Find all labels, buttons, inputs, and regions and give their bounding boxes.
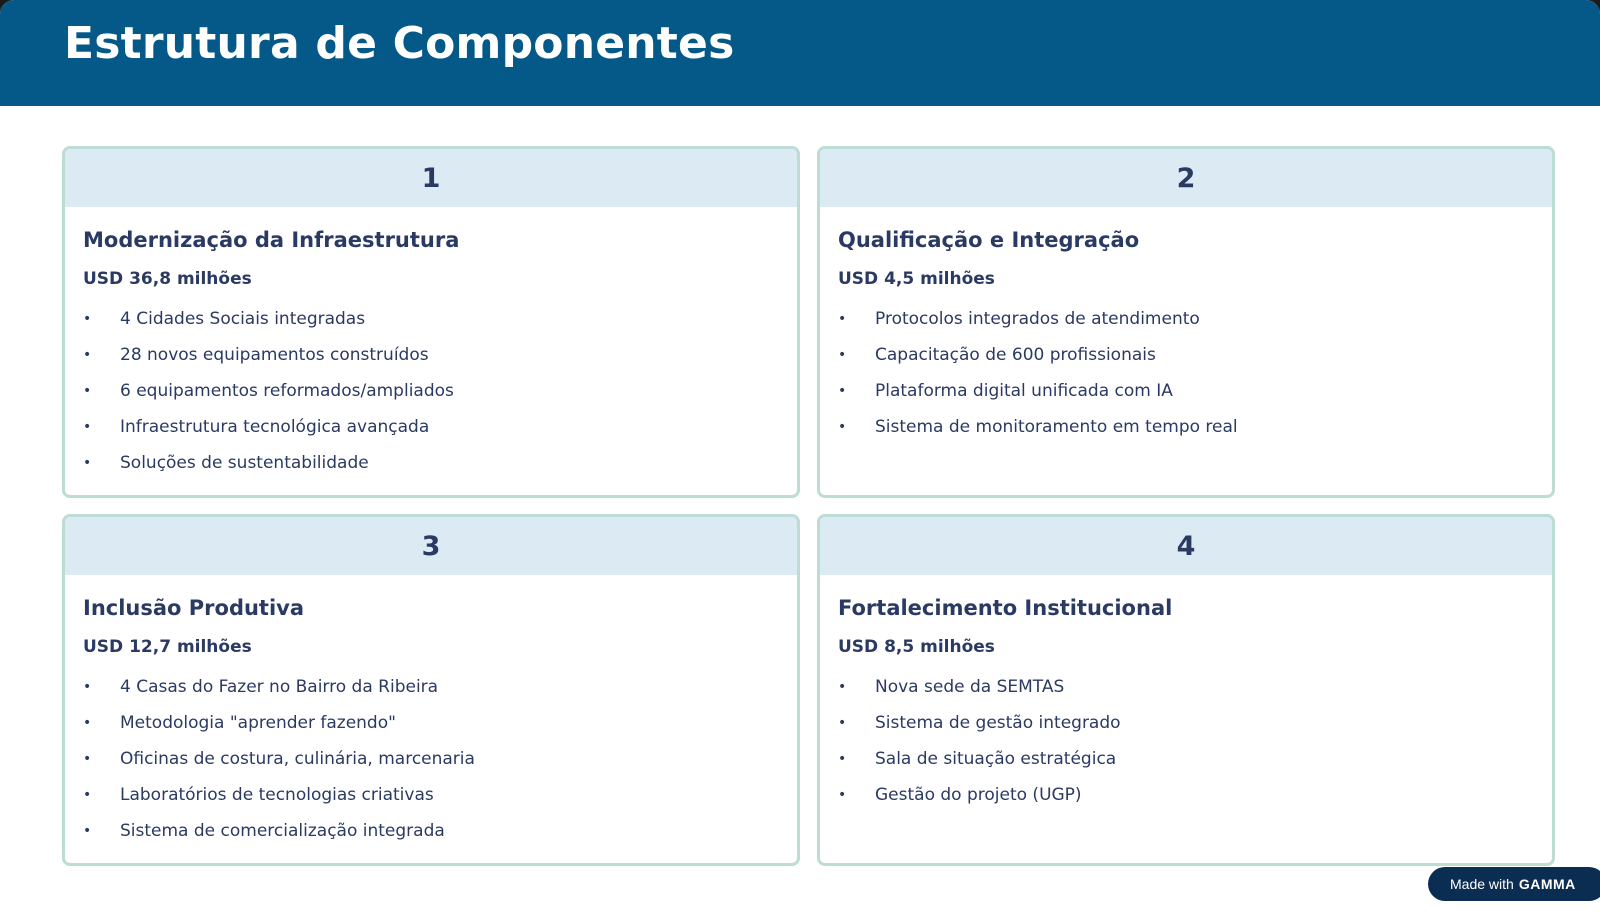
card-header <box>65 517 797 575</box>
list-item <box>838 783 1534 819</box>
bullet-icon: • <box>83 823 92 839</box>
card-number: 4 <box>1176 530 1196 562</box>
list-item-text: Sala de situação estratégica <box>875 749 1117 769</box>
list-item-text: Metodologia "aprender fazendo" <box>120 713 396 733</box>
card-budget: USD 4,5 milhões <box>838 269 995 289</box>
list-item <box>838 711 1534 747</box>
list-item <box>83 343 779 379</box>
list-item-text: Soluções de sustentabilidade <box>120 453 369 473</box>
component-card-1 <box>62 146 800 498</box>
list-item-text: Protocolos integrados de atendimento <box>875 309 1200 329</box>
card-header <box>820 517 1552 575</box>
list-item <box>83 819 779 855</box>
list-item-text: Nova sede da SEMTAS <box>875 677 1065 697</box>
card-number: 2 <box>1176 162 1196 194</box>
list-item-text: 4 Cidades Sociais integradas <box>120 309 366 329</box>
bullet-icon: • <box>838 419 847 435</box>
card-list <box>83 307 779 487</box>
gamma-logo: GAMMA <box>1518 876 1576 892</box>
component-card-4 <box>817 514 1555 866</box>
bullet-icon: • <box>838 679 847 695</box>
bullet-icon: • <box>83 455 92 471</box>
list-item-text: Capacitação de 600 profissionais <box>875 345 1156 365</box>
card-title: Qualificação e Integração <box>838 228 1140 252</box>
list-item-text: Infraestrutura tecnológica avançada <box>120 417 430 437</box>
card-list <box>838 307 1534 451</box>
list-item <box>83 747 779 783</box>
list-item-text: 6 equipamentos reformados/ampliados <box>120 381 454 401</box>
card-budget: USD 12,7 milhões <box>83 637 252 657</box>
list-item <box>838 675 1534 711</box>
list-item-text: Gestão do projeto (UGP) <box>875 785 1082 805</box>
bullet-icon: • <box>83 311 92 327</box>
list-item <box>83 711 779 747</box>
list-item <box>83 379 779 415</box>
card-number: 3 <box>421 530 441 562</box>
badge-made-with-text: Made with <box>1450 876 1514 892</box>
bullet-icon: • <box>83 715 92 731</box>
list-item-text: 28 novos equipamentos construídos <box>120 345 429 365</box>
bullet-icon: • <box>838 715 847 731</box>
bullet-icon: • <box>83 419 92 435</box>
component-card-3 <box>62 514 800 866</box>
card-title: Fortalecimento Institucional <box>838 596 1173 620</box>
list-item-text: Laboratórios de tecnologias criativas <box>120 785 434 805</box>
bullet-icon: • <box>83 751 92 767</box>
card-list <box>83 675 779 855</box>
card-budget: USD 36,8 milhões <box>83 269 252 289</box>
bullet-icon: • <box>83 679 92 695</box>
bullet-icon: • <box>838 383 847 399</box>
list-item <box>83 307 779 343</box>
made-with-gamma-badge[interactable] <box>1428 867 1600 901</box>
list-item <box>83 783 779 819</box>
card-list <box>838 675 1534 819</box>
bullet-icon: • <box>83 787 92 803</box>
bullet-icon: • <box>838 311 847 327</box>
card-header <box>65 149 797 207</box>
list-item <box>838 343 1534 379</box>
slide-header <box>0 0 1600 106</box>
list-item-text: Plataforma digital unificada com IA <box>875 381 1173 401</box>
card-budget: USD 8,5 milhões <box>838 637 995 657</box>
list-item <box>83 451 779 487</box>
list-item <box>838 415 1534 451</box>
card-title: Inclusão Produtiva <box>83 596 305 620</box>
component-card-2 <box>817 146 1555 498</box>
list-item-text: Sistema de monitoramento em tempo real <box>875 417 1238 437</box>
card-title: Modernização da Infraestrutura <box>83 228 460 252</box>
list-item <box>838 307 1534 343</box>
card-header <box>820 149 1552 207</box>
bullet-icon: • <box>83 347 92 363</box>
list-item-text: Sistema de gestão integrado <box>875 713 1121 733</box>
slide-title: Estrutura de Componentes <box>64 18 735 69</box>
list-item <box>83 675 779 711</box>
list-item-text: 4 Casas do Fazer no Bairro da Ribeira <box>120 677 439 697</box>
list-item <box>83 415 779 451</box>
list-item-text: Oficinas de costura, culinária, marcenaria <box>120 749 475 769</box>
bullet-icon: • <box>838 347 847 363</box>
bullet-icon: • <box>838 751 847 767</box>
list-item-text: Sistema de comercialização integrada <box>120 821 445 841</box>
list-item <box>838 379 1534 415</box>
list-item <box>838 747 1534 783</box>
bullet-icon: • <box>83 383 92 399</box>
bullet-icon: • <box>838 787 847 803</box>
card-number: 1 <box>421 162 441 194</box>
